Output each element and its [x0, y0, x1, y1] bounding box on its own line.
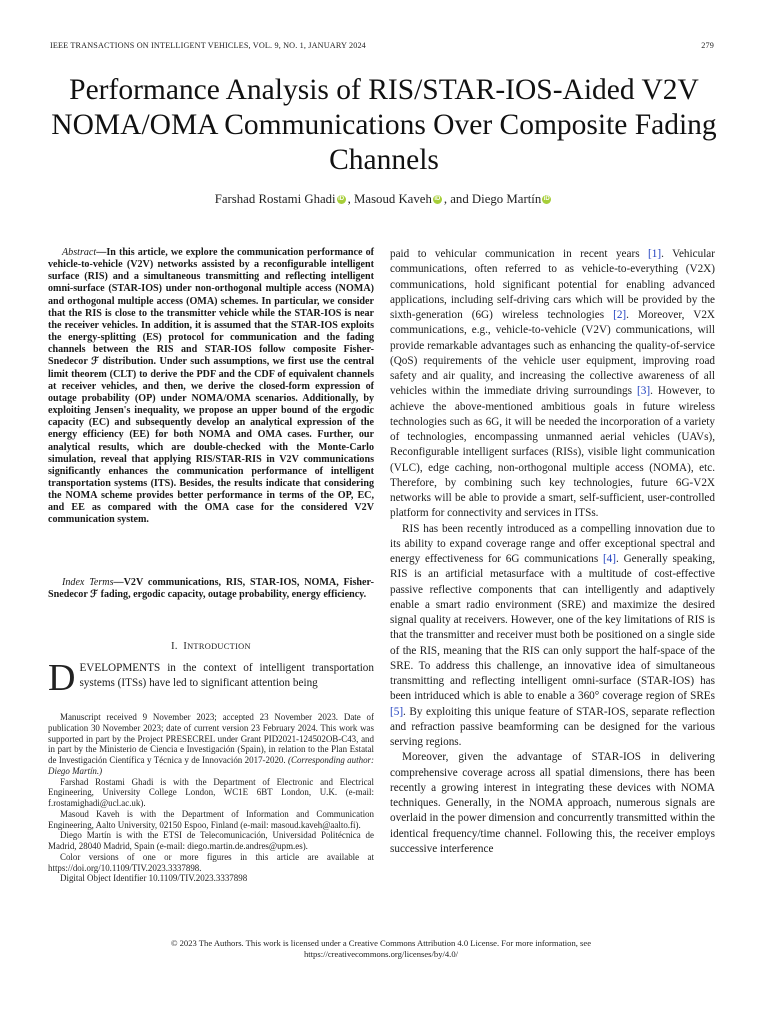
- citation-link[interactable]: [2]: [613, 309, 627, 321]
- footnote-doi: Digital Object Identifier 10.1109/TIV.2023.3337898: [60, 873, 248, 884]
- orcid-icon[interactable]: iD: [434, 196, 441, 202]
- index-terms-text: —V2V communications, RIS, STAR-IOS, NOMA, Fisher-Snedecor ℱ fading, ergodic capacity, outage probability, energy efficiency.: [48, 577, 374, 601]
- body-paragraph: Moreover, given the advantage of STAR-IOS in delivering comprehensive coverage across all spatial dimensions, there has been recently a growing interest in integrating these devices with NOMA techniques. Generally, in the NOMA approach, numerous signals are overlaid in the power dimension and concurrently transmitted within the identical frequency/time channel. Following this, the receiver employs successive interference: [390, 751, 715, 855]
- body-paragraph: paid to vehicular communication in recent years [1]. Vehicular communications, often referred to as vehicle-to-everything (V2X) communications, hold significant potential for enabling advanced applications, including self-driving cars which will be provided by the sixth-generation (6G) wireless technologies [2]. Moreover, V2X communications, e.g., vehicle-to-vehicle (V2V) communications, will provide remarkable advantages such as enhancing the quality-of-service (QoS) requirements of the vehicle user equipment, improving road safety and air quality, and increasing the collective awareness of all vehicles within the immediate driving surroundings [3]. However, to achieve the above-mentioned ambitious goals in future wireless technologies such as 6G, it will be needed the incorporation of a variety of technologies, encompassing unmanned aerial vehicles (UAVs), Reconfigurable intelligent surfaces (RISs), visible light communication (VLC), edge caching, non-orthogonal multiple access (NOMA), etc. Therefore, by combining such key technologies, future 6G-V2X networks will be able to provide a smart, self-sufficient, user-controlled platform for connectivity and services in ITSs.: [390, 248, 715, 520]
- footnote-author-3: Diego Martín is with the ETSI de Telecomunicación, Universidad Politécnica de Madrid, 28040 Madrid, Spain (e-mail: diego.martin.de.andres@upm.es).: [48, 830, 374, 851]
- section-number: I.: [171, 641, 178, 652]
- intro-text: EVELOPMENTS in the context of intelligent transportation systems (ITSs) have led to significant attention being: [79, 662, 374, 689]
- index-terms: [48, 577, 374, 601]
- author-list: [40, 191, 728, 207]
- intro-paragraph: [48, 657, 374, 699]
- abstract-label: Abstract: [62, 247, 97, 258]
- section-title-rest: NTRODUCTION: [187, 642, 251, 651]
- orcid-icon[interactable]: iD: [543, 196, 550, 202]
- right-column: [390, 247, 715, 857]
- journal-name: IEEE TRANSACTIONS ON INTELLIGENT VEHICLES, VOL. 9, NO. 1, JANUARY 2024: [50, 41, 366, 50]
- corresponding-author: (Corresponding author: Diego Martín.): [48, 755, 374, 776]
- citation-link[interactable]: [3]: [637, 385, 651, 398]
- citation-link[interactable]: [4]: [602, 553, 616, 565]
- index-terms-label: Index Terms: [62, 577, 114, 588]
- license-text: © 2023 The Authors. This work is licensed under a Creative Commons Attribution 4.0 License. For more information, see: [170, 938, 592, 948]
- footnote-manuscript: Manuscript received 9 November 2023; accepted 23 November 2023. Date of publication 30 November 2023; date of current version 23 February 2024. This work was supported in part by the Project PRESECREL under Grant PID2021-124502OB-C43, and in part by the Ministerio de Ciencia e Investigación (Spain), in relation to the Plan Estatal de Investigación Científica y Técnica y de Innovación 2017-2020. (Corresponding author: Diego Martín.): [48, 712, 374, 776]
- page-number: 279: [701, 41, 714, 50]
- running-header: [50, 41, 714, 53]
- footnote-color-versions: Color versions of one or more figures in this article are available at https://doi.org/10.1109/TIV.2023.3337898.: [48, 851, 374, 873]
- footnotes: [48, 712, 374, 884]
- citation-link[interactable]: [1]: [648, 248, 662, 260]
- footnote-author-1: Farshad Rostami Ghadi is with the Department of Electronic and Electrical Engineering, University College London, WC1E 6BT London, U.K. (e-mail: f.rostamighadi@ucl.ac.uk).: [48, 776, 374, 808]
- author-2: , Masoud Kaveh: [347, 192, 432, 206]
- author-1: Farshad Rostami Ghadi: [214, 192, 336, 206]
- abstract: [48, 247, 374, 527]
- footnote-author-2: Masoud Kaveh is with the Department of Information and Communication Engineering, Aalto University, 02150 Espoo, Finland (e-mail: masoud.kaveh@aalto.fi).: [48, 808, 374, 830]
- body-paragraph: RIS has been recently introduced as a compelling innovation due to its ability to expand coverage range and offer exceptional spectral and energy effectiveness for 6G communications [4]. Generally speaking, RIS is an artificial metasurface with a multitude of cost-effective passive reflective components that can intelligently and adaptively enable a smart radio environment (SRE) and maximize the desired signal quality at receivers. However, one of the key limitations of RIS is that the transmitter and receiver must both be positioned on a single side of the RIS, meaning that the RIS can only support the half-space of the SRE. To address this challenge, an innovative idea of simultaneous transmitting and reflecting intelligent omni-surface (STAR-IOS) has been intriduced which is able to enable a 360° coverage region of SREs [5]. By exploiting this unique feature of STAR-IOS, separate reflection and refraction passive beamforming can be designed for the various serving regions.: [390, 522, 716, 748]
- license-footer: [48, 938, 714, 960]
- author-3: , and Diego Martín: [443, 192, 542, 206]
- abstract-text: —In this article, we explore the communication performance of vehicle-to-vehicle (V2V) networks assisted by a reconfigurable intelligent surface (RIS) and a simultaneous transmitting and reflecting intelligent omni-surface (STAR-IOS) under non-orthogonal multiple access (NOMA) and orthogonal multiple access (OMA) schemes. In particular, we consider that the RIS is close to the transmitter vehicle while the STAR-IOS is near the receiver vehicles. In addition, it is assumed that the STAR-IOS exploits the energy-splitting (ES) protocol for communication and the fading channels between the RIS and STAR-IOS follow composite Fisher-Snedecor ℱ distribution. Under such assumptions, we first use the central limit theorem (CLT) to derive the PDF and the CDF of equivalent channels at receiver vehicles, and then, we derive the closed-form expression of outage probability (OP) under NOMA/OMA scenarios. Additionally, by exploiting Jensen's inequality, we propose an upper bound of the ergodic capacity (EC) and subsequently develop an analytical expression of the energy efficiency (EE) for both NOMA and OMA cases. Further, our analytical results, which are double-checked with the Monte-Carlo simulation, reveal that applying RIS/STAR-RIS in V2V communications significantly enhances the communication performance of intelligent transportation systems (ITS). Besides, the results indicate that considering the NOMA scheme provides better performance in terms of the OP, EC, and EE as compared with the OMA case for the considered V2V communication system.: [48, 247, 374, 526]
- citation-link[interactable]: [5]: [390, 705, 404, 718]
- license-url[interactable]: https://creativecommons.org/licenses/by/4.0/: [303, 949, 459, 960]
- section-initial: I: [183, 641, 188, 652]
- section-heading: [48, 641, 374, 652]
- paper-title: Performance Analysis of RIS/STAR-IOS-Aided V2V NOMA/OMA Communications Over Composite Fading Channels: [51, 74, 717, 176]
- drop-cap: D: [48, 657, 76, 699]
- orcid-icon[interactable]: iD: [338, 196, 345, 202]
